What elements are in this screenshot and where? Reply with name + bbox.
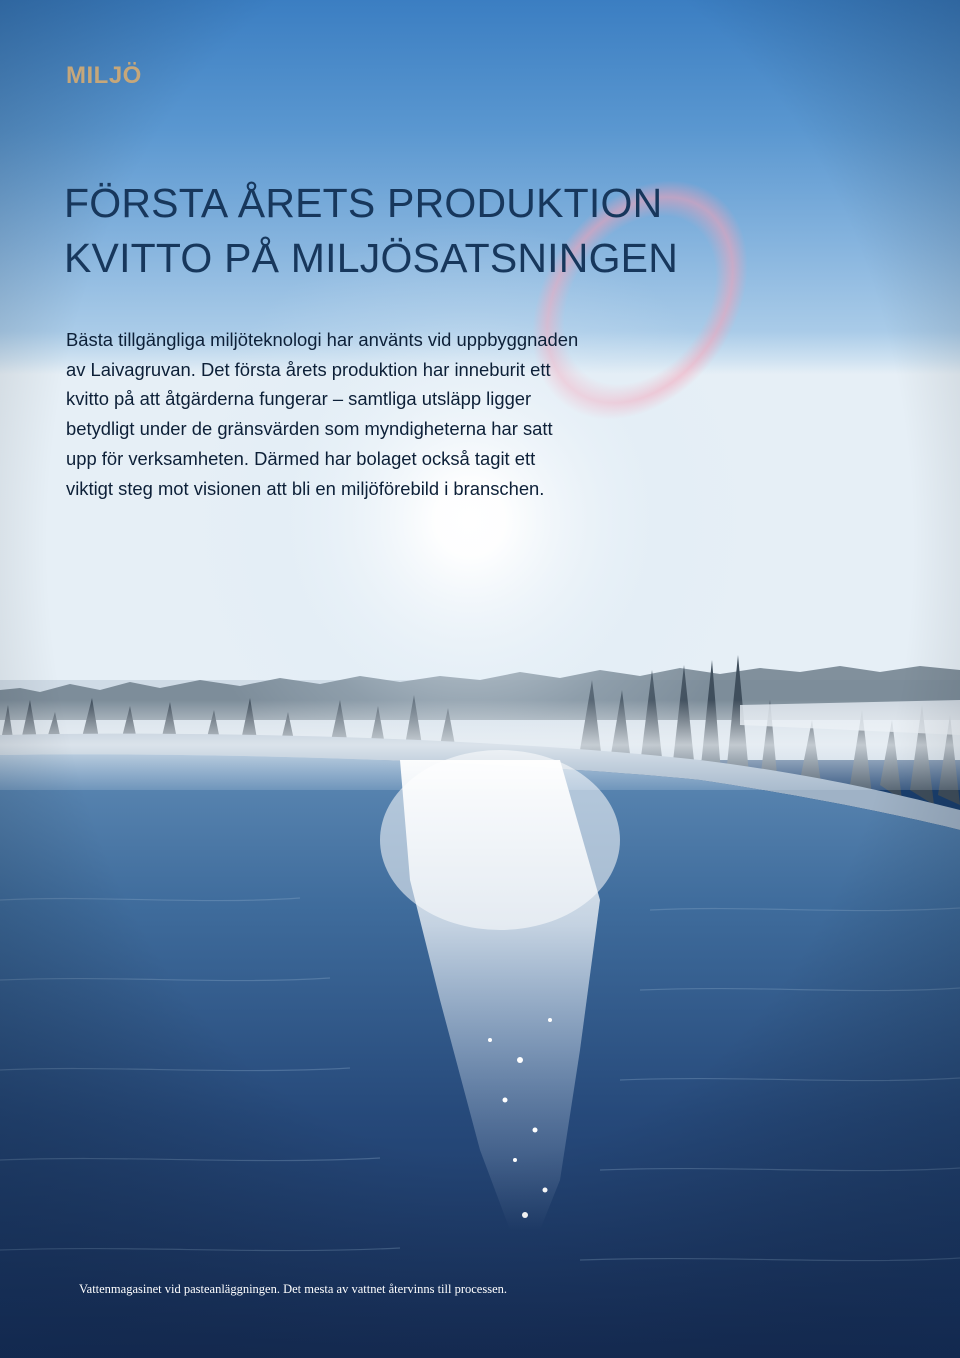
- lead-line: kvitto på att åtgärderna fungerar – samtliga utsläpp ligger: [66, 388, 532, 410]
- lead-line: upp för verksamheten. Därmed har bolaget också tagit ett: [66, 447, 536, 469]
- photo-caption: Vattenmagasinet vid pasteanläggningen. Det mesta av vattnet återvinns till processen.: [79, 1282, 507, 1296]
- section-label: MILJÖ: [66, 62, 142, 89]
- lead-line: Bästa tillgängliga miljöteknologi har använts vid uppbyggnaden: [66, 329, 579, 350]
- lead-paragraph: [66, 325, 686, 503]
- headline: [64, 176, 678, 286]
- lead-line: viktigt steg mot visionen att bli en miljöförebild i branschen.: [66, 477, 545, 499]
- lead-line: betydligt under de gränsvärden som myndigheterna har satt: [66, 418, 553, 440]
- headline-line: FÖRSTA ÅRETS PRODUKTION: [64, 180, 663, 226]
- headline-line: KVITTO PÅ MILJÖSATSNINGEN: [64, 235, 679, 281]
- lead-line: av Laivagruvan. Det första årets produktion har inneburit ett: [66, 358, 551, 380]
